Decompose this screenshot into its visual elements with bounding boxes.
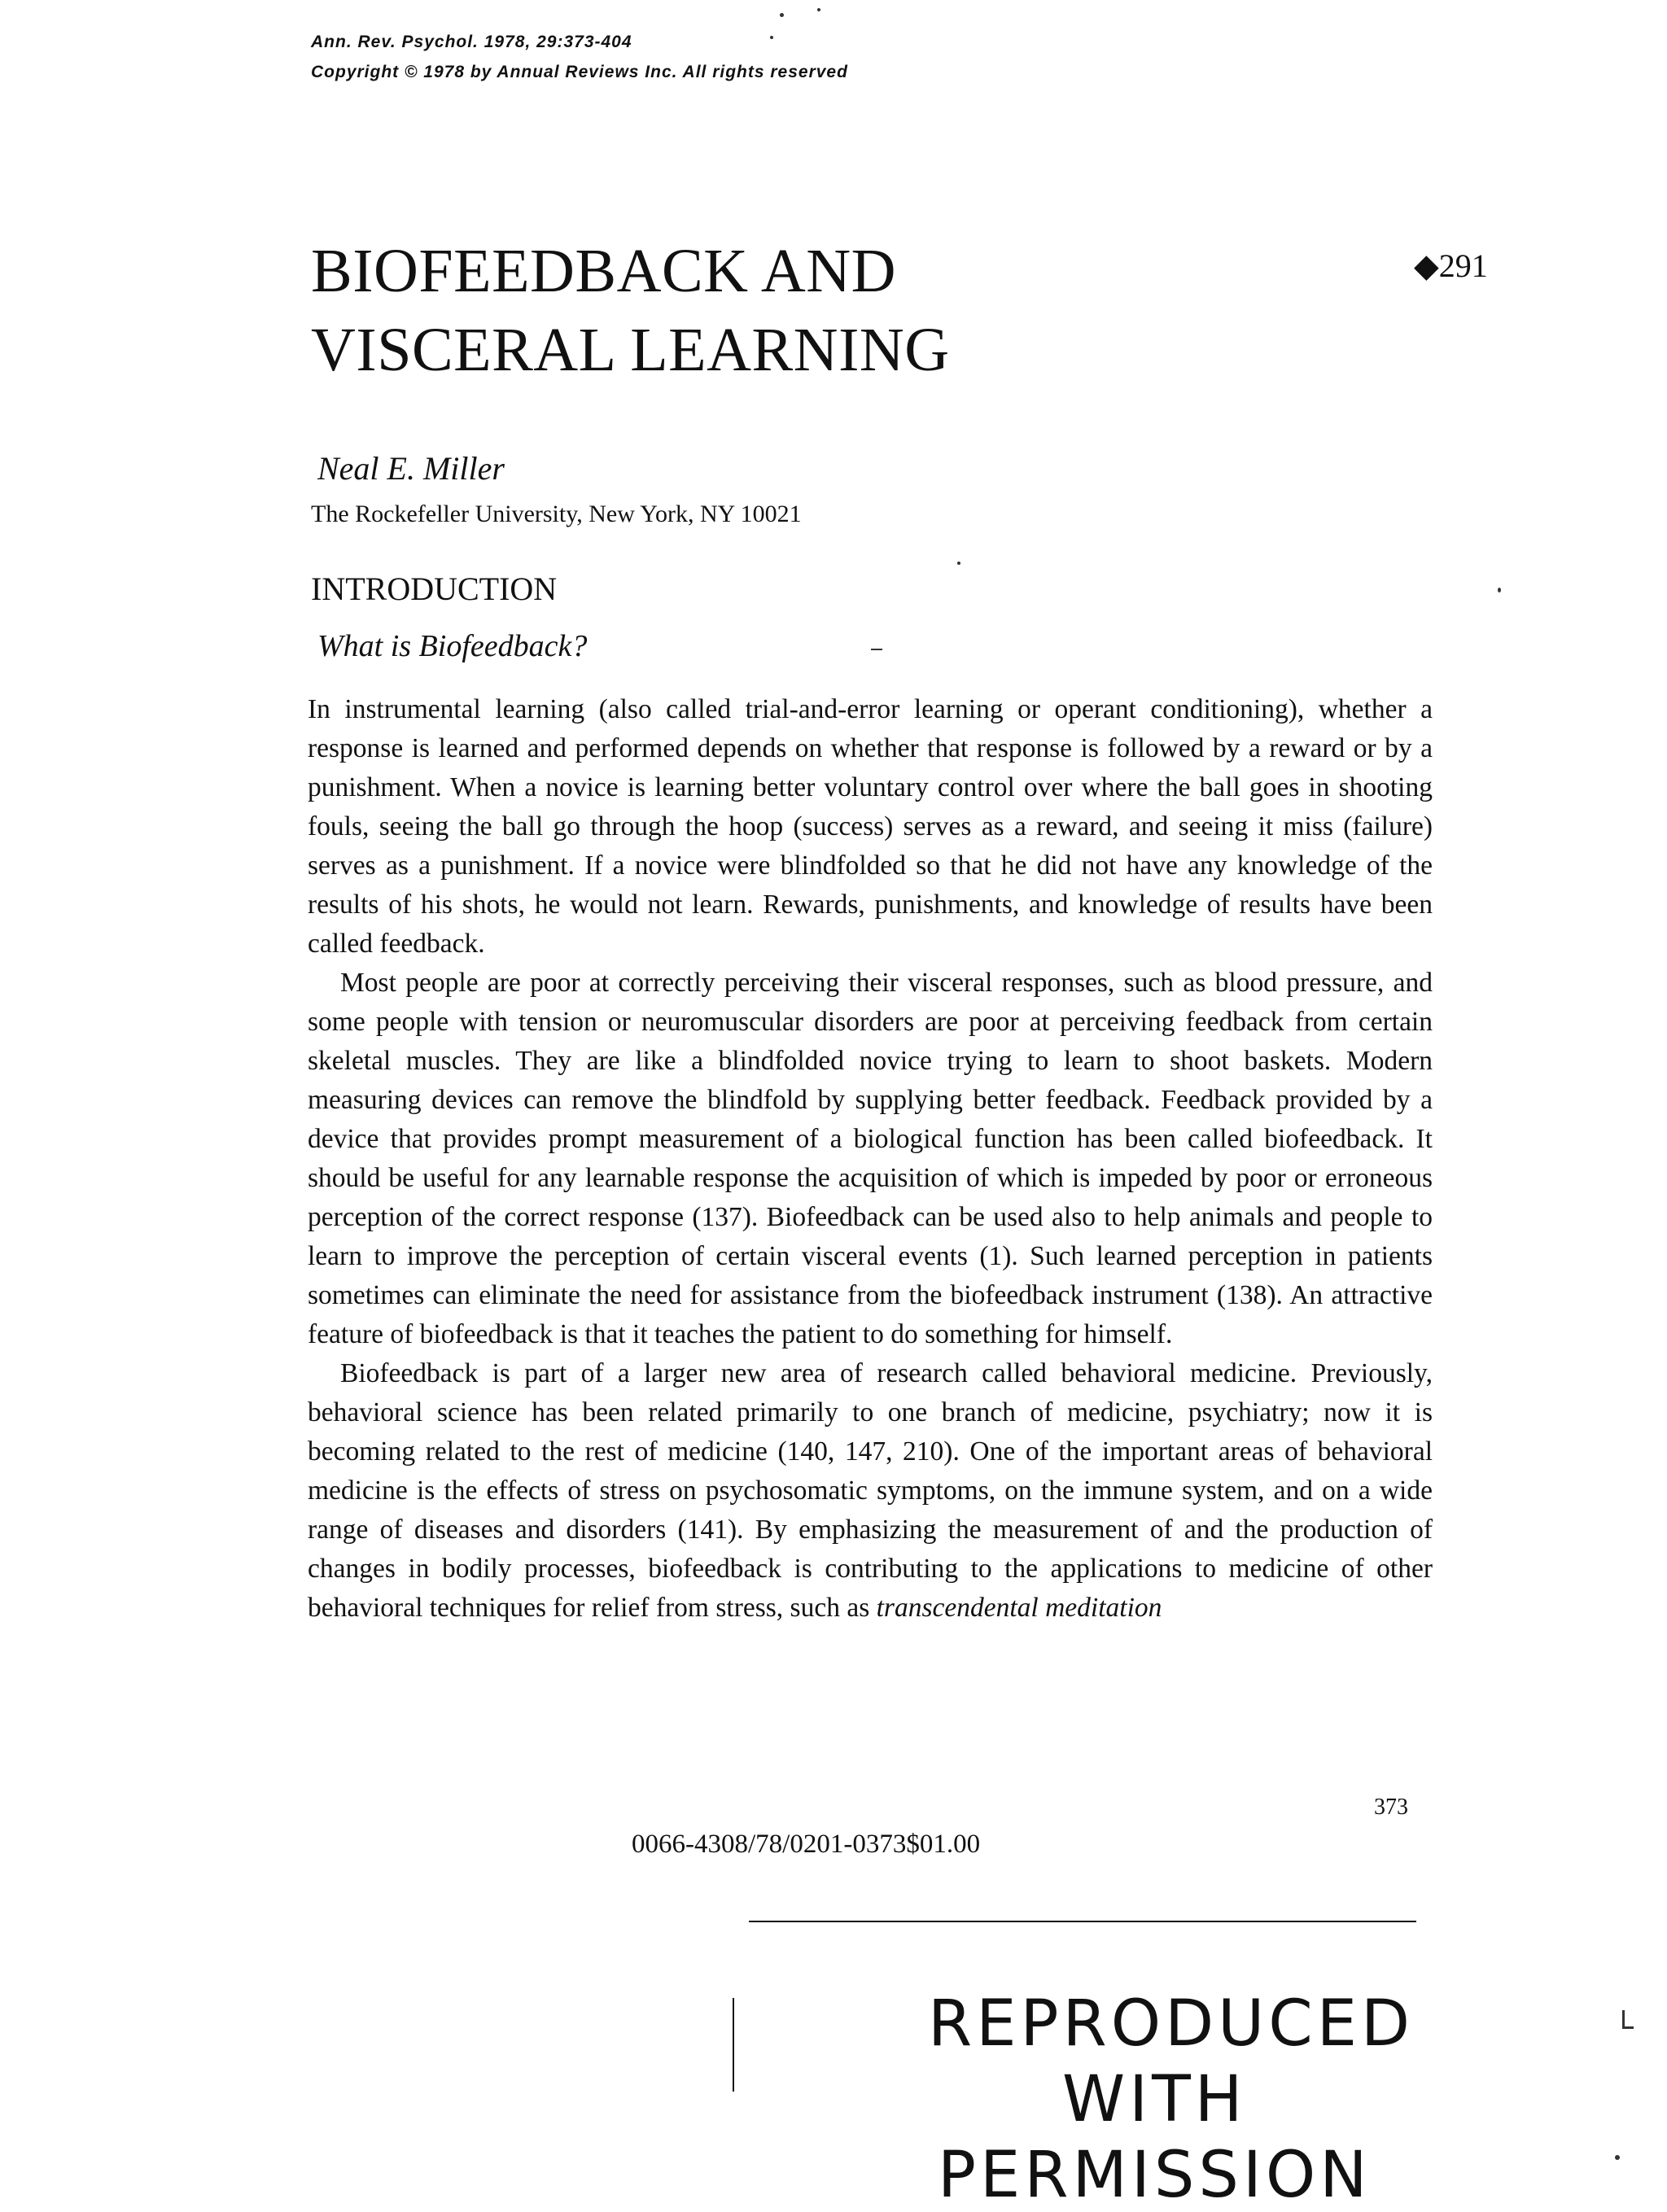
scan-speck <box>871 649 882 650</box>
paragraph-3-text: Biofeedback is part of a larger new area of research called behavioral medicine. Previously, behavioral science has been related primarily to one branch of medicine, psychiatry; now it is becoming related to the rest of medicine (140, 147, 210). One of the important areas of behavioral medicine is the effects of stress on psychosomatic symptoms, on the immune system, and on a wide range of diseases and disorders (141). By emphasizing the measurement of and the production of changes in bodily processes, biofeedback is contributing to the applications to medicine of other behavioral techniques for relief from stress, such as <box>308 1358 1433 1623</box>
article-number <box>1414 247 1488 285</box>
paragraph-2: Most people are poor at correctly perceiving their visceral responses, such as blood pressure, and some people with tension or neuromuscular disorders are poor at perceiving feedback from certain skeletal muscles. They are like a blindfolded novice trying to learn to shoot baskets. Modern measuring devices can remove the blindfold by supplying better feedback. Feedback provided by a device that provides prompt measurement of a biological function has been called biofeedback. It should be useful for any learnable response the acquisition of which is impeded by poor or erroneous perception of the correct response (137). Biofeedback can be used also to help animals and people to learn to improve the perception of certain visceral events (1). Such learned perception in patients sometimes can eliminate the need for assistance from the biofeedback instrument (138). An attractive feature of biofeedback is that it teaches the patient to do something for himself. <box>308 968 1433 1349</box>
reproduced-with-permission-stamp <box>724 1921 1481 2212</box>
subsection-heading: What is Biofeedback? <box>317 629 588 663</box>
document-code: 0066-4308/78/0201-0373$01.00 <box>632 1829 981 1859</box>
copyright-notice: Copyright © 1978 by Annual Reviews Inc. All rights reserved <box>311 63 848 81</box>
paragraph-3 <box>308 1354 1433 1628</box>
title-line-1: BIOFEEDBACK AND <box>311 237 896 305</box>
author-affiliation: The Rockefeller University, New York, NY 10021 <box>311 501 802 527</box>
journal-citation: Ann. Rev. Psychol. 1978, 29:373-404 <box>311 33 632 51</box>
stamp-bar <box>733 1998 734 2092</box>
author-name: Neal E. Miller <box>317 450 505 487</box>
scan-speck <box>1622 2010 1625 2028</box>
paragraph-3-italic: transcendental meditation <box>876 1593 1162 1623</box>
paragraph-1: In instrumental learning (also called trial-and-error learning or operant conditioning), whether a response is learned and performed depends on whether that response is followed by a reward or by a punishment. When a novice is learning better voluntary control over where the ball goes in shooting fouls, seeing the ball go through the hoop (success) serves as a reward, and seeing it miss (failure) serves as a punishment. If a novice were blindfolded so that he did not have any knowledge of the results of his shots, he would not learn. Rewards, punishments, and knowledge of results have been called feedback. <box>308 694 1433 959</box>
diamond-icon: ◆ <box>1414 247 1439 284</box>
article-title <box>311 232 1288 390</box>
stamp-word-1: REPRODUCED <box>928 1987 1415 2061</box>
article-number-value: 291 <box>1438 247 1488 284</box>
scan-speck <box>957 562 960 565</box>
stamp-rule <box>749 1921 1416 1922</box>
scan-speck <box>1615 2155 1620 2160</box>
body-text <box>308 690 1433 1628</box>
stamp-word-2: WITH <box>1062 2063 1247 2136</box>
title-line-2: VISCERAL LEARNING <box>311 316 950 384</box>
page-number: 373 <box>1374 1795 1408 1820</box>
scan-speck <box>1498 588 1501 592</box>
scan-speck <box>770 36 773 39</box>
stamp-word-3: PERMISSION <box>938 2139 1372 2212</box>
scan-speck <box>1622 2026 1634 2029</box>
scan-speck <box>817 8 820 11</box>
section-heading: INTRODUCTION <box>311 570 558 607</box>
scan-speck <box>780 13 784 17</box>
